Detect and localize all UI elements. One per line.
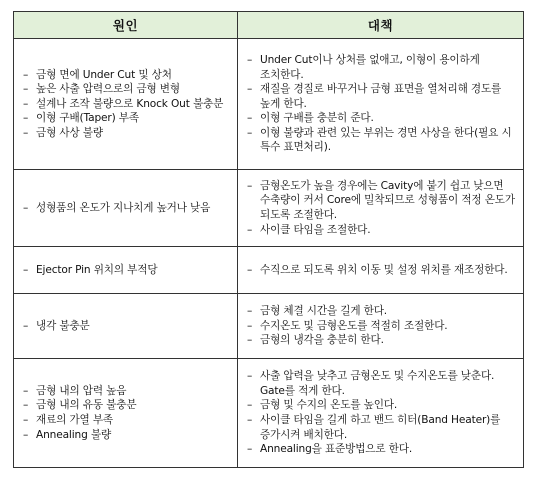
remedy-list [238,173,523,243]
table-row [14,359,524,468]
list-item: – 재료의 가열 부족 [23,413,231,428]
list-item: – 성형품의 온도가 지나치게 높거나 낮음 [23,201,231,216]
remedy-list [238,257,523,284]
list-item: – 수지온도 및 금형온도를 적절히 조절한다. [247,319,517,334]
cause-list [14,195,237,222]
list-item: – 금형 사상 불량 [23,126,231,141]
table-row [14,170,524,247]
list-item: – 재질을 경질로 바꾸거나 금형 표면을 열처리해 경도를 높게 한다. [247,82,517,111]
cause-cell [14,170,238,247]
cause-cell [14,39,238,170]
list-item: – Under Cut이나 상처를 없애고, 이형이 용이하게 조치한다. [247,53,517,82]
cause-list [14,378,237,448]
cause-cell [14,247,238,294]
remedy-cell [238,247,524,294]
list-item: – 냉각 불충분 [23,319,231,334]
list-item: – 이형 불량과 관련 있는 부위는 경면 사상을 한다(필요 시 특수 표면처리). [247,126,517,155]
list-item: – 이형 구배를 충분히 준다. [247,111,517,126]
list-item: – 금형 체결 시간을 길게 한다. [247,304,517,319]
cause-cell [14,359,238,468]
list-item: – 높은 사출 압력으로의 금형 변형 [23,82,231,97]
cause-list [14,313,237,340]
remedy-cell [238,359,524,468]
remedy-cell [238,170,524,247]
defect-remedy-table [13,11,524,468]
remedy-cell [238,39,524,170]
cause-cell [14,294,238,359]
list-item: – 이형 구배(Taper) 부족 [23,111,231,126]
table-row [14,39,524,170]
list-item: – Annealing 불량 [23,428,231,443]
list-item: – 금형 및 수지의 온도를 높인다. [247,398,517,413]
list-item: – 금형 내의 유동 불충분 [23,398,231,413]
remedy-list [238,298,523,354]
list-item: – 금형 면에 Under Cut 및 상처 [23,68,231,83]
table-row [14,247,524,294]
header-cause: 원인 [14,12,238,39]
list-item: – 수직으로 되도록 위치 이동 및 설정 위치를 재조정한다. [247,263,517,278]
list-item: – 금형 내의 압력 높음 [23,384,231,399]
table-header-row [14,12,524,39]
list-item: – 사이클 타임을 길게 하고 밴드 히터(Band Heater)를 증가시켜 배치한다. [247,413,517,442]
list-item: – 금형의 냉각을 충분히 한다. [247,333,517,348]
cause-list [14,62,237,147]
list-item: – 설계나 조작 불량으로 Knock Out 불충분 [23,97,231,112]
remedy-cell [238,294,524,359]
cause-list [14,257,237,284]
list-item: – 사출 압력을 낮추고 금형온도 및 수지온도를 낮춘다. Gate를 적게 한다. [247,369,517,398]
header-remedy: 대책 [238,12,524,39]
list-item: – Annealing을 표준방법으로 한다. [247,442,517,457]
list-item: – 금형온도가 높을 경우에는 Cavity에 붙기 쉽고 낮으면 수축량이 커서 Core에 밀착되므로 성형품이 적정 온도가 되도록 조절한다. [247,179,517,223]
list-item: – 사이클 타임을 조절한다. [247,223,517,238]
remedy-list [238,47,523,161]
table-row [14,294,524,359]
remedy-list [238,363,523,463]
list-item: – Ejector Pin 위치의 부적당 [23,263,231,278]
